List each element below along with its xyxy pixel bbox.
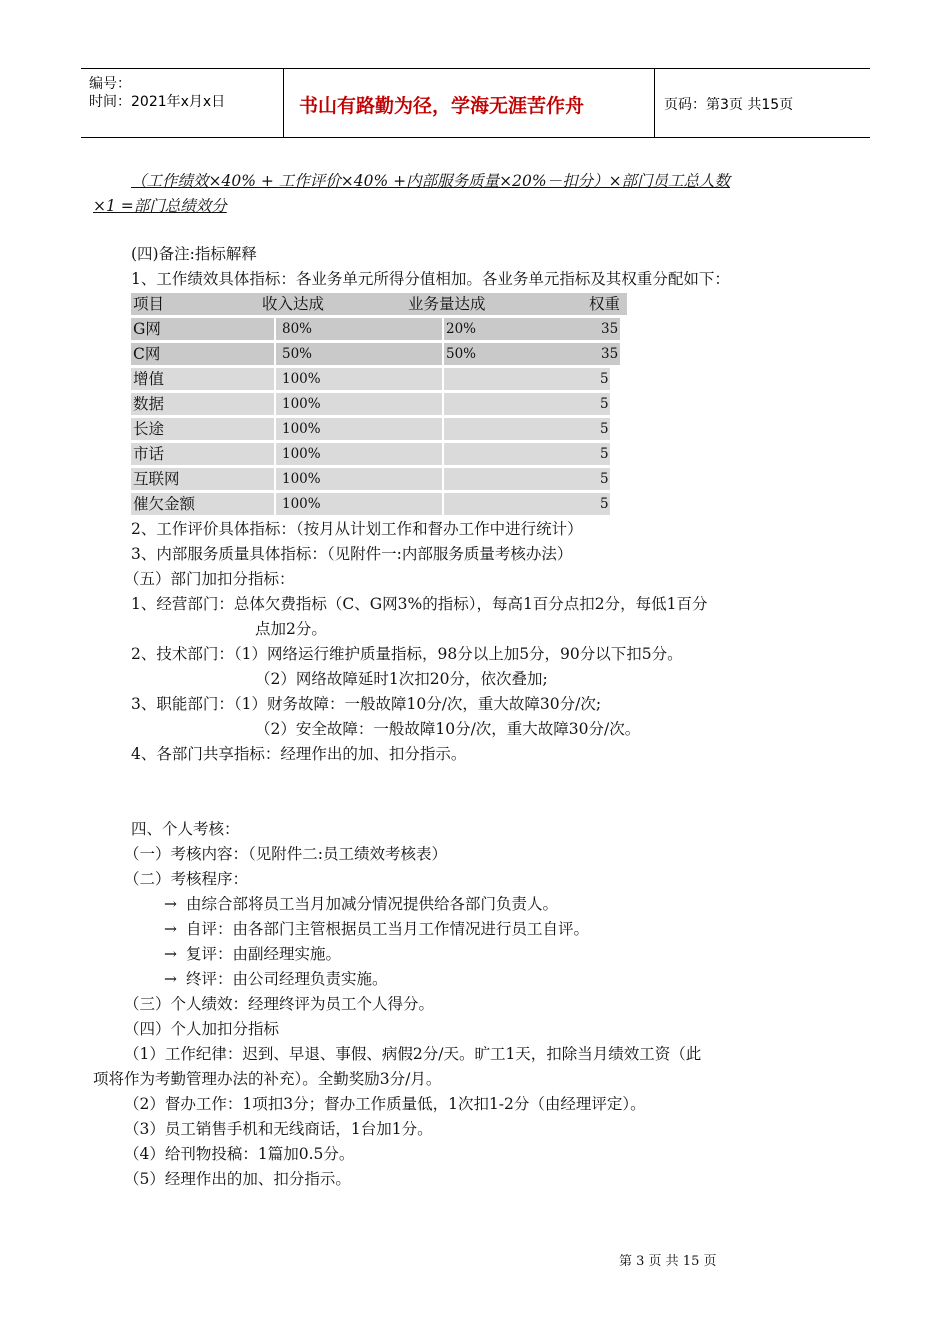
table-cell: 100% [282, 371, 321, 387]
table-cell: 100% [282, 496, 321, 512]
table-cell: 100% [282, 396, 321, 412]
personal-bonus-title: （四）个人加扣分指标 [124, 1020, 280, 1038]
table-header: 权重 [589, 295, 621, 313]
table-cell: 互联网 [133, 470, 180, 488]
table-cell: 100% [282, 471, 321, 487]
procedure-step: → 自评：由各部门主管根据员工当月工作情况进行员工自评。 [164, 920, 590, 938]
footer-page-number: 第 3 页 共 15 页 [619, 1254, 717, 1269]
arrow-icon: → [164, 945, 177, 963]
procedure-step: → 复评：由副经理实施。 [164, 945, 342, 963]
table-cell: 35 [601, 321, 619, 337]
table-cell: 80% [282, 321, 313, 337]
note-item-3: 3、内部服务质量具体指标：（见附件一:内部服务质量考核办法） [131, 545, 573, 563]
table-cell: 市话 [133, 445, 165, 463]
table-header: 业务量达成 [408, 295, 486, 313]
table-cell: 数据 [133, 395, 165, 413]
table-cell: 50% [446, 346, 477, 362]
header-divider [283, 69, 284, 137]
note-item-1: 1、工作绩效具体指标：各业务单元所得分值相加。各业务单元指标及其权重分配如下： [131, 270, 730, 288]
procedure-step: → 由综合部将员工当月加减分情况提供给各部门负责人。 [164, 895, 559, 913]
note-item-2: 2、工作评价具体指标：（按月从计划工作和督办工作中进行统计） [131, 520, 583, 538]
personal-title: 四、个人考核： [131, 820, 240, 838]
bonus-item-1-line-1: （1）工作纪律：迟到、早退、事假、病假2分/天。旷工1天，扣除当月绩效工资（此 [124, 1045, 702, 1063]
table-cell: 5 [600, 396, 609, 412]
table-cell: 5 [600, 421, 609, 437]
procedure-step: → 终评：由公司经理负责实施。 [164, 970, 388, 988]
formula-line-1: （工作绩效×40% + 工作评价×40% +内部服务质量×20%－扣分）×部门员工总人数 [131, 172, 731, 190]
section-5-title: （五）部门加扣分指标： [124, 570, 295, 588]
dept-2-line-1: 2、技术部门：（1）网络运行维护质量指标，98分以上加5分，90分以下扣5分。 [131, 645, 683, 663]
table-cell: 50% [282, 346, 313, 362]
bonus-item-1-line-2: 项将作为考勤管理办法的补充）。全勤奖励3分/月。 [93, 1070, 442, 1088]
table-header: 项目 [133, 295, 165, 313]
table-cell: 100% [282, 421, 321, 437]
table-cell: 长途 [133, 420, 165, 438]
serial-label: 编号： [89, 76, 131, 92]
personal-content: （一）考核内容：（见附件二:员工绩效考核表） [124, 845, 447, 863]
table-header: 收入达成 [262, 295, 325, 313]
time-label: 时间：2021年x月x日 [89, 94, 226, 110]
table-cell: 20% [446, 321, 477, 337]
note-title: (四)备注:指标解释 [131, 245, 257, 263]
dept-3-line-1: 3、职能部门：（1）财务故障：一般故障10分/次，重大故障30分/次; [131, 695, 602, 713]
formula-line-2: ×1 =部门总绩效分 [93, 197, 227, 215]
table-cell: 催欠金额 [133, 495, 196, 513]
dept-2-line-2: （2）网络故障延时1次扣20分，依次叠加; [255, 670, 548, 688]
dept-4: 4、各部门共享指标：经理作出的加、扣分指示。 [131, 745, 467, 763]
table-cell: C网 [133, 345, 161, 363]
bonus-item-4: （4）给刊物投稿：1篇加0.5分。 [124, 1145, 355, 1163]
table-cell: 5 [600, 471, 609, 487]
arrow-icon: → [164, 920, 177, 938]
personal-performance: （三）个人绩效：经理终评为员工个人得分。 [124, 995, 435, 1013]
bonus-item-3: （3）员工销售手机和无线商话，1台加1分。 [124, 1120, 433, 1138]
dept-1-line-1: 1、经营部门：总体欠费指标（C、G网3%的指标），每高1百分点扣2分，每低1百分 [131, 595, 708, 613]
bonus-item-2: （2）督办工作：1项扣3分；督办工作质量低，1次扣1-2分（由经理评定）。 [124, 1095, 646, 1113]
table-cell: 增值 [133, 370, 165, 388]
table-cell: 5 [600, 446, 609, 462]
bonus-item-5: （5）经理作出的加、扣分指示。 [124, 1170, 351, 1188]
table-cell: 5 [600, 496, 609, 512]
header-motto: 书山有路勤为径，学海无涯苦作舟 [299, 95, 585, 117]
table-cell: 35 [601, 346, 619, 362]
personal-procedure: （二）考核程序： [124, 870, 249, 888]
arrow-icon: → [164, 970, 177, 988]
arrow-icon: → [164, 895, 177, 913]
dept-3-line-2: （2）安全故障：一般故障10分/次，重大故障30分/次。 [255, 720, 641, 738]
page-label: 页码：第3页 共15页 [664, 97, 794, 113]
page-header [81, 68, 870, 138]
table-cell: 5 [600, 371, 609, 387]
header-divider [654, 69, 655, 137]
dept-1-line-2: 点加2分。 [255, 620, 327, 638]
table-cell: G网 [133, 320, 161, 338]
table-cell: 100% [282, 446, 321, 462]
